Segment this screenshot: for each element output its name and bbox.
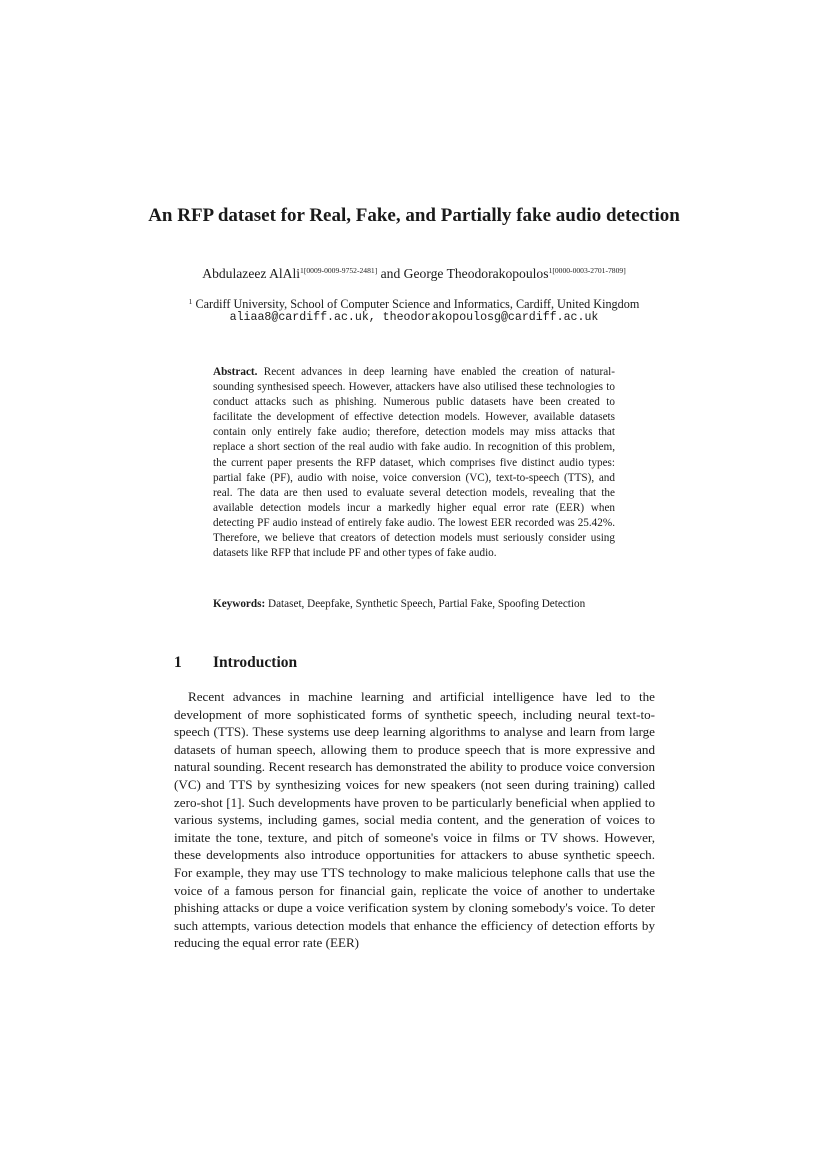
section-heading <box>174 653 297 673</box>
author-orcid: 1[0000-0003-2701-7809] <box>548 266 626 275</box>
abstract <box>213 365 615 561</box>
author-emails: aliaa8@cardiff.ac.uk, theodorakopoulosg@cardiff.ac.uk <box>229 311 599 324</box>
affiliation-marker: 1 <box>188 297 193 306</box>
abstract-label: Abstract. <box>213 366 258 378</box>
author-orcid: 1[0009-0009-9752-2481] <box>300 266 378 275</box>
intro-paragraph: Recent advances in machine learning and artificial intelligence have led to the development of more sophisticated forms of synthetic speech, including neural text-to-speech (TTS). These systems use deep learning algorithms to analyse and learn from large datasets of human speech, allowing them to produce speech that is more expressive and natural sounding. Recent research has demonstrated the ability to produce voice conversion (VC) and TTS by synthesizing voices for new speakers (not seen during training) called zero-shot [1]. Such developments have proven to be particularly beneficial when applied to various systems, including games, social media content, and the generation of voices to imitate the tone, texture, and pitch of someone's voice in films or TV shows. However, these developments also introduce opportunities for attackers to abuse synthetic speech. For example, they may use TTS technology to make malicious telephone calls that use the voice of a famous person for financial gain, replicate the voice of another to undertake phishing attacks or dupe a voice verification system by cloning somebody's voice. To deter such attempts, various detection models that enhance the efficiency of detection efforts by reducing the equal error rate (EER) <box>174 689 655 951</box>
author-name: Abdulazeez AlAli <box>202 266 301 281</box>
paper-title: An RFP dataset for Real, Fake, and Partially fake audio detection <box>148 205 680 226</box>
author-name: George Theodorakopoulos <box>403 266 549 281</box>
section-title: Introduction <box>213 654 298 671</box>
section-number: 1 <box>174 654 182 671</box>
keywords-label: Keywords: <box>213 598 266 610</box>
keywords-text: Dataset, Deepfake, Synthetic Speech, Partial Fake, Spoofing Detection <box>268 598 586 610</box>
author-conjunction: and <box>377 266 404 281</box>
affiliation-text: Cardiff University, School of Computer Science and Informatics, Cardiff, United Kingdom <box>195 297 640 311</box>
author-line <box>120 262 708 283</box>
keywords <box>213 597 615 612</box>
abstract-text: Recent advances in deep learning have enabled the creation of natural-sounding synthesised speech. However, attackers have also utilised these technologies to conduct attacks such as phishing. Numerous public datasets have been created to facilitate the development of effective detection models. However, available datasets contain only entirely fake audio; therefore, detection models may miss attacks that replace a short section of the real audio with fake audio. In recognition of this problem, the current paper presents the RFP dataset, which comprises five distinct audio types: partial fake (PF), audio with noise, voice conversion (VC), text-to-speech (TTS), and real. The data are then used to evaluate several detection models, revealing that the available detection models incur a markedly higher equal error rate (EER) when detecting PF audio instead of entirely fake audio. The lowest EER recorded was 25.42%. Therefore, we believe that creators of detection models must seriously consider using datasets like RFP that include PF and other types of fake audio. <box>213 366 615 560</box>
